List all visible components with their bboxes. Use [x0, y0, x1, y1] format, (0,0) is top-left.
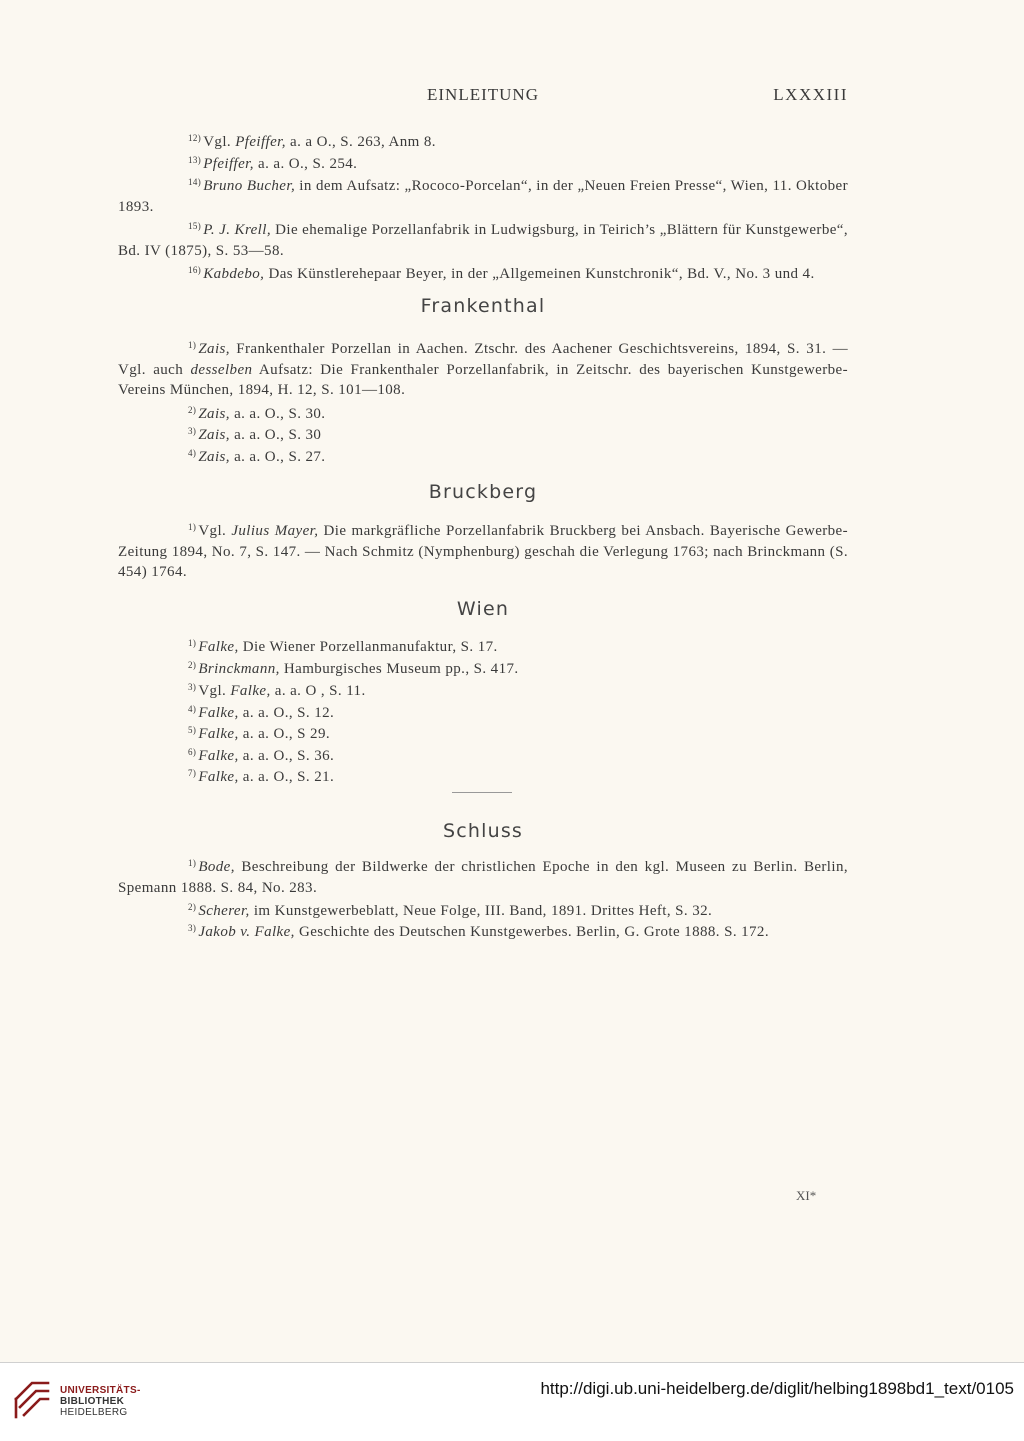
- footnote: $^{1)}$ Zais, Frankenthaler Porzellan in Aachen. Ztschr. des Aachener Geschichtsvereins, 1894, S. 31. — Vgl. auch desselben Aufsatz: Die Frankenthaler Porzellanfabrik, in Zeitschr. des bayerischen Kunstgewerbe-Vereins München, 1894, H. 12, S. 101—108.: [118, 340, 848, 398]
- section-title-frankenthal: Frankenthal: [420, 295, 546, 317]
- footnote: $^{12)}$ Vgl. Pfeiffer, a. a O., S. 263, Anm 8.: [188, 133, 436, 150]
- footnote: $^{4)}$ Zais, a. a. O., S. 27.: [188, 448, 326, 465]
- footer-bar: [0, 1363, 1024, 1441]
- page-number: LXXXIII: [773, 85, 848, 104]
- library-logo-text[interactable]: [60, 1385, 141, 1418]
- section-title-bruckberg: Bruckberg: [428, 481, 538, 503]
- footnote: $^{14)}$ Bruno Bucher, in dem Aufsatz: „Rococo-Porcelan“, in der „Neuen Freien Presse“, Wien, 11. Oktober 1893.: [118, 177, 848, 215]
- logo-line: HEIDELBERG: [60, 1407, 128, 1418]
- footnote: $^{1)}$ Vgl. Julius Mayer, Die markgräfliche Porzellanfabrik Bruckberg bei Ansbach. Bayerische Gewerbe-Zeitung 1894, No. 7, S. 147. — Nach Schmitz (Nymphenburg) geschah die Verlegung 1763; nach Brinckmann (S. 454) 1764.: [118, 522, 849, 580]
- section-title-schluss: Schluss: [442, 820, 524, 842]
- footnote: $^{1)}$ Bode, Beschreibung der Bildwerke der christlichen Epoche in den kgl. Museen zu Berlin. Berlin, Spemann 1888. S. 84, No. 283.: [118, 858, 848, 896]
- footnote: $^{5)}$ Falke, a. a. O., S 29.: [188, 725, 330, 742]
- logo-line: UNIVERSITÄTS-: [60, 1385, 141, 1396]
- signature-mark: XI*: [796, 1188, 817, 1203]
- running-header: [118, 85, 848, 107]
- library-logo-icon[interactable]: [12, 1377, 52, 1421]
- footnote: $^{16)}$ Kabdebo, Das Künstlerehepaar Beyer, in der „Allgemeinen Kunstchronik“, Bd. V., No. 3 und 4.: [188, 265, 815, 282]
- footnote: $^{2)}$ Zais, a. a. O., S. 30.: [188, 405, 326, 422]
- logo-line: BIBLIOTHEK: [60, 1396, 125, 1407]
- footnote: $^{2)}$ Scherer, im Kunstgewerbeblatt, Neue Folge, III. Band, 1891. Drittes Heft, S. 32.: [188, 902, 713, 919]
- footnote: $^{15)}$ P. J. Krell, Die ehemalige Porzellanfabrik in Ludwigsburg, in Teirich’s „Blättern für Kunstgewerbe“, Bd. IV (1875), S. 53—58.: [118, 221, 848, 259]
- footnote: $^{7)}$ Falke, a. a. O., S. 21.: [188, 768, 335, 785]
- footnote: $^{3)}$ Vgl. Falke, a. a. O , S. 11.: [188, 682, 366, 699]
- footnote: $^{3)}$ Jakob v. Falke, Geschichte des Deutschen Kunstgewerbes. Berlin, G. Grote 1888. S. 172.: [188, 923, 769, 940]
- footnote: $^{4)}$ Falke, a. a. O., S. 12.: [188, 704, 335, 721]
- footnote: $^{6)}$ Falke, a. a. O., S. 36.: [188, 747, 335, 764]
- footnote: $^{13)}$ Pfeiffer, a. a. O., S. 254.: [188, 155, 358, 172]
- footnote: $^{1)}$ Falke, Die Wiener Porzellanmanufaktur, S. 17.: [188, 638, 498, 655]
- footnote: $^{2)}$ Brinckmann, Hamburgisches Museum pp., S. 417.: [188, 660, 519, 677]
- source-url-link[interactable]: http://digi.ub.uni-heidelberg.de/diglit/helbing1898bd1_text/0105: [540, 1379, 1014, 1398]
- footnote: $^{3)}$ Zais, a. a. O., S. 30: [188, 426, 322, 443]
- section-title-wien: Wien: [456, 598, 510, 620]
- header-title: EINLEITUNG: [427, 85, 539, 104]
- section-divider: [452, 792, 512, 793]
